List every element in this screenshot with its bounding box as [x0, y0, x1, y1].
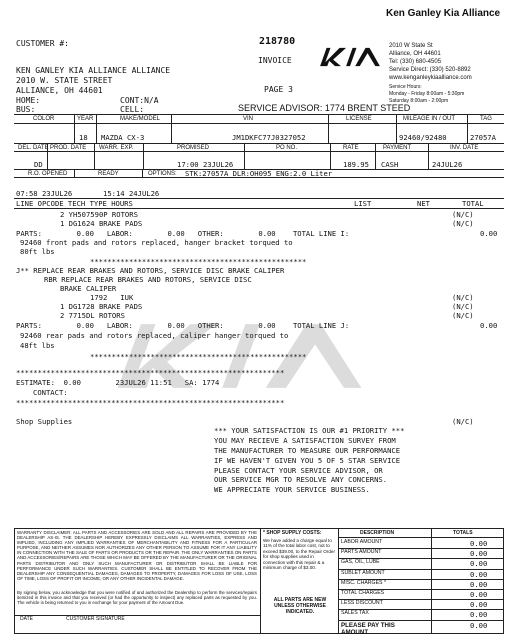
- bus-label: BUS:: [16, 105, 36, 114]
- page-label: PAGE 3: [264, 85, 293, 94]
- job-j-parts-line: PARTS: 0.00 LABOR: 0.00 OTHER: 0.00 TOTAL LINE J:: [16, 321, 350, 330]
- dealer-service-direct: Service Direct: (330) 520-8892: [389, 67, 471, 73]
- totals-row-label: SUBLET AMOUNT: [341, 569, 385, 576]
- col-payment: PAYMENT: [383, 145, 412, 151]
- totals-row-value: 0.00: [470, 590, 488, 599]
- totals-row-value: 0.00: [470, 600, 488, 610]
- col-inv-date: INV. DATE: [450, 145, 479, 151]
- totals-row-label: MISC. CHARGES *: [341, 579, 386, 586]
- col-prod-date: PROD. DATE: [50, 145, 87, 151]
- job-i-item-2: 1 DG1624 BRAKE PADS: [60, 219, 143, 228]
- list-header: LIST: [354, 199, 372, 208]
- col-promised: PROMISED: [177, 145, 210, 151]
- dealer-tel: Tel: (330) 680-4505: [389, 59, 442, 65]
- totals-row-value: 0.00: [470, 559, 488, 569]
- satisfaction-line-6: OUR SERVICE MGR TO RESOLVE ANY CONCERNS.: [214, 475, 388, 484]
- vehicle-vin: JM1DKFC77J0327052: [232, 133, 306, 142]
- satisfaction-line-4: IF WE HAVEN'T GIVEN YOU 5 OF 5 STAR SERVICE: [214, 456, 401, 465]
- job-j-title: J** REPLACE REAR BRAKES AND ROTORS, SERVICE DISC BRAKE CALIPER: [16, 266, 285, 275]
- customer-number-label: CUSTOMER #:: [16, 39, 69, 48]
- cell-label: CELL:: [120, 105, 145, 114]
- vehicle-year: 18: [79, 133, 88, 142]
- all-parts-new-note: ALL PARTS ARE NEW UNLESS OTHERWISE INDICATED.: [273, 597, 327, 615]
- customer-city: ALLIANCE, OH 44601: [16, 86, 103, 95]
- col-tag: TAG: [480, 116, 492, 122]
- kia-logo: [317, 44, 383, 70]
- col-po-no: PO NO.: [276, 145, 298, 151]
- customer-street: 2010 W. STATE STREET: [16, 76, 113, 85]
- invoice-number: 218780: [259, 36, 296, 47]
- satisfaction-line-5: PLEASE CONTACT YOUR SERVICE ADVISOR, OR: [214, 466, 383, 475]
- service-hours-weekday: Monday - Friday 8:00am - 5:30pm: [389, 91, 465, 97]
- authorization-ack: By signing below, you acknowledge that you were notified of and authorized the Dealership to perform the services/repairs itemized in this invoice and that you received (or had the opportunity to inspect) any replaced parts as requested by you. The vehicle is being returned to you in exchange for your payment of the Amount Due.: [17, 590, 257, 606]
- col-options: OPTIONS:: [148, 171, 177, 177]
- total-header: TOTAL: [462, 199, 484, 208]
- warranty-disclaimer: WARRANTY DISCLAIMER: ALL PARTS AND ACCESSORIES ARE SOLD AND ALL REPAIRS ARE PROVIDED BY THE DEALERSHIP AS-IS. THE DEALERSHIP HEREBY EXPRESSLY DISCLAIMS ALL WARRANTIES, EXPRESS AND IMPLIED, INCLUDING ANY IMPLIED WARRANTIES OF MERCHANTABILITY AND FITNESS FOR A PARTICULAR PURPOSE, AND NEITHER ASSUMES NOR AUTHORIZES ANY OTHER PERSON TO ASSUME FOR IT ANY LIABILITY IN CONNECTION WITH THE SALE OF PARTS OR PRODUCTS OR THE REPAIR. THE ONLY WARRANTIES ON PARTS AND ACCESSORIES/REPAIRS ARE THOSE WHICH MAY BE OFFERED BY THE MANUFACTURER OR THE ORIGINAL PARTS DISTRIBUTOR AND ONLY SUCH MANUFACTURER OR DISTRIBUTOR SHALL BE LIABLE FOR PERFORMANCE UNDER SUCH WARRANTIES. CUSTOMER SHALL BE ENTITLED TO RECOVER FROM THE DEALERSHIP ANY CONSEQUENTIAL DAMAGES, DAMAGES TO PROPERTY, DAMAGES FOR LOSS OF USE, LOSS OF TIME, LOSS OF PROFIT OR INCOME, OR ANY OTHER INCIDENTAL DAMAGE.: [17, 530, 257, 581]
- dealer-address: 2010 W State St: [389, 43, 433, 49]
- estimate-line: ESTIMATE: 0.00 23JUL26 11:51 SA: 1774: [16, 378, 220, 387]
- job-j-item-3-total: (N/C): [452, 311, 474, 320]
- cont-label: CONT:N/A: [120, 96, 159, 105]
- totals-row-label: GAS, OIL, LUBE: [341, 559, 380, 566]
- job-i-stars: **************************************************: [90, 257, 307, 266]
- satisfaction-line-3: THE MANUFACTURER TO MEASURE OUR PERFORMANCE: [214, 446, 401, 455]
- line-opcode-header: LINE OPCODE TECH TYPE HOURS: [16, 199, 133, 208]
- service-advisor: SERVICE ADVISOR: 1774 BRENT STEED: [238, 103, 411, 113]
- payment-value: CASH: [381, 160, 399, 169]
- totals-row-label: PLEASE PAY THIS AMOUNT: [341, 621, 395, 636]
- rate-value: 189.95: [343, 160, 369, 169]
- totals-row-label: SALES TAX: [341, 610, 369, 617]
- col-ready: READY: [98, 171, 119, 177]
- dealer-website: www.kenganleykiaalliance.com: [389, 75, 472, 81]
- col-license: LICENSE: [346, 116, 372, 122]
- totals-row-label: TOTAL CHARGES: [341, 590, 385, 596]
- inv-date-value: 24JUL26: [432, 160, 463, 169]
- shop-supplies-value: (N/C): [452, 417, 474, 426]
- job-i-line-total: 0.00: [480, 229, 498, 238]
- job-i-item-2-total: (N/C): [452, 219, 474, 228]
- job-j-item-2-total: (N/C): [452, 302, 474, 311]
- job-i-item-1: 2 YH507590P ROTORS: [60, 210, 138, 219]
- vehicle-tag: 27057A: [470, 133, 496, 142]
- job-i-note-1: 92460 front pads and rotors replaced, hanger bracket torqued to: [20, 238, 293, 247]
- job-j-item-1: 1792 IUK: [90, 293, 134, 302]
- totals-row-value: 0.00: [470, 539, 488, 548]
- col-ro-opened: R.O. OPENED: [28, 171, 68, 177]
- shop-supply-costs-title: * SHOP SUPPLY COSTS:: [263, 530, 322, 536]
- col-year: YEAR: [77, 116, 94, 122]
- job-i-item-1-total: (N/C): [452, 210, 474, 219]
- ready-value: 15:14 24JUL26: [103, 189, 160, 198]
- vehicle-mileage: 92460/92480: [399, 133, 447, 142]
- col-warr-exp: WARR. EXP.: [99, 145, 134, 151]
- dealer-city: Alliance, OH 44601: [389, 51, 441, 57]
- totals-row-value: 0.00: [470, 569, 488, 579]
- job-j-note-2: 48ft lbs: [20, 341, 55, 350]
- col-vin: VIN: [243, 116, 254, 122]
- job-j-note-1: 92460 rear pads and rotors replaced, caliper hanger torqued to: [20, 331, 289, 340]
- totals-row-label: LABOR AMOUNT: [341, 539, 383, 545]
- totals-row-value: 0.00: [470, 549, 488, 559]
- totals-row-label: PARTS AMOUNT: [341, 549, 382, 556]
- net-header: NET: [417, 199, 430, 208]
- satisfaction-line-2: YOU MAY RECIEVE A SATISFACTION SURVEY FROM: [214, 436, 396, 445]
- totals-row-value: 0.00: [470, 579, 488, 589]
- col-make-model: MAKE/MODEL: [120, 116, 161, 122]
- vehicle-make-model: MAZDA CX-3: [101, 133, 145, 142]
- description-header: DESCRIPTION: [360, 530, 395, 536]
- shop-supply-costs-text: We have added a charge equal to 11% of the total labor cost, not to exceed $39.00, to the Repair Order for shop supplies used in connection with this repair & a minimum charge of $3.00.: [263, 538, 336, 571]
- home-label: HOME:: [16, 96, 41, 105]
- job-j-item-3: 2 7715DL ROTORS: [60, 311, 125, 320]
- job-j-sub-2: BRAKE CALIPER: [60, 284, 117, 293]
- job-j-item-2: 1 DG1728 BRAKE PADS: [60, 302, 143, 311]
- date-label: DATE: [20, 616, 33, 622]
- invoice-label: INVOICE: [258, 56, 292, 65]
- totals-row-label: LESS DISCOUNT: [341, 600, 383, 607]
- satisfaction-line-7: WE APPRECIATE YOUR SERVICE BUSINESS.: [214, 485, 370, 494]
- estimate-stars-top: **************************************************************: [16, 368, 285, 377]
- job-j-sub-1: RBR REPLACE REAR BRAKES AND ROTORS, SERVICE DISC: [44, 275, 252, 284]
- customer-signature-label: CUSTOMER SIGNATURE: [66, 616, 125, 622]
- shop-supplies-label: Shop Supplies: [16, 417, 73, 426]
- contact-label: CONTACT:: [33, 388, 68, 397]
- col-mileage: MILEAGE IN / OUT: [403, 116, 456, 122]
- options-value: STK:27057A DLR:OH095 ENG:2.0 Liter: [185, 169, 333, 178]
- job-i-parts-line: PARTS: 0.00 LABOR: 0.00 OTHER: 0.00 TOTAL LINE I:: [16, 229, 350, 238]
- job-j-stars: **************************************************: [90, 352, 307, 361]
- del-date-value: DD: [34, 160, 43, 169]
- col-rate: RATE: [343, 145, 359, 151]
- satisfaction-line-1: *** YOUR SATISFACTION IS OUR #1 PRIORITY ***: [214, 426, 405, 435]
- estimate-stars-bottom: **************************************************************: [16, 398, 285, 407]
- col-del-date: DEL. DATE: [18, 145, 49, 151]
- totals-row-value: 0.00: [470, 620, 488, 630]
- promised-value: 17:00 23JUL26: [177, 160, 234, 169]
- dealer-name: Ken Ganley Kia Alliance: [386, 8, 501, 19]
- customer-name: KEN GANLEY KIA ALLIANCE ALLIANCE: [16, 66, 171, 75]
- totals-header: TOTALS: [453, 530, 473, 536]
- totals-row-value: 0.00: [470, 610, 488, 620]
- job-i-note-2: 80ft lbs: [20, 247, 55, 256]
- service-hours-saturday: Saturday 8:00am - 2:00pm: [389, 98, 449, 104]
- col-color: COLOR: [33, 116, 55, 122]
- service-hours-title: Service Hours:: [389, 84, 422, 90]
- job-j-item-1-total: (N/C): [452, 293, 474, 302]
- job-j-line-total: 0.00: [480, 321, 498, 330]
- ro-opened-value: 07:58 23JUL26: [16, 189, 73, 198]
